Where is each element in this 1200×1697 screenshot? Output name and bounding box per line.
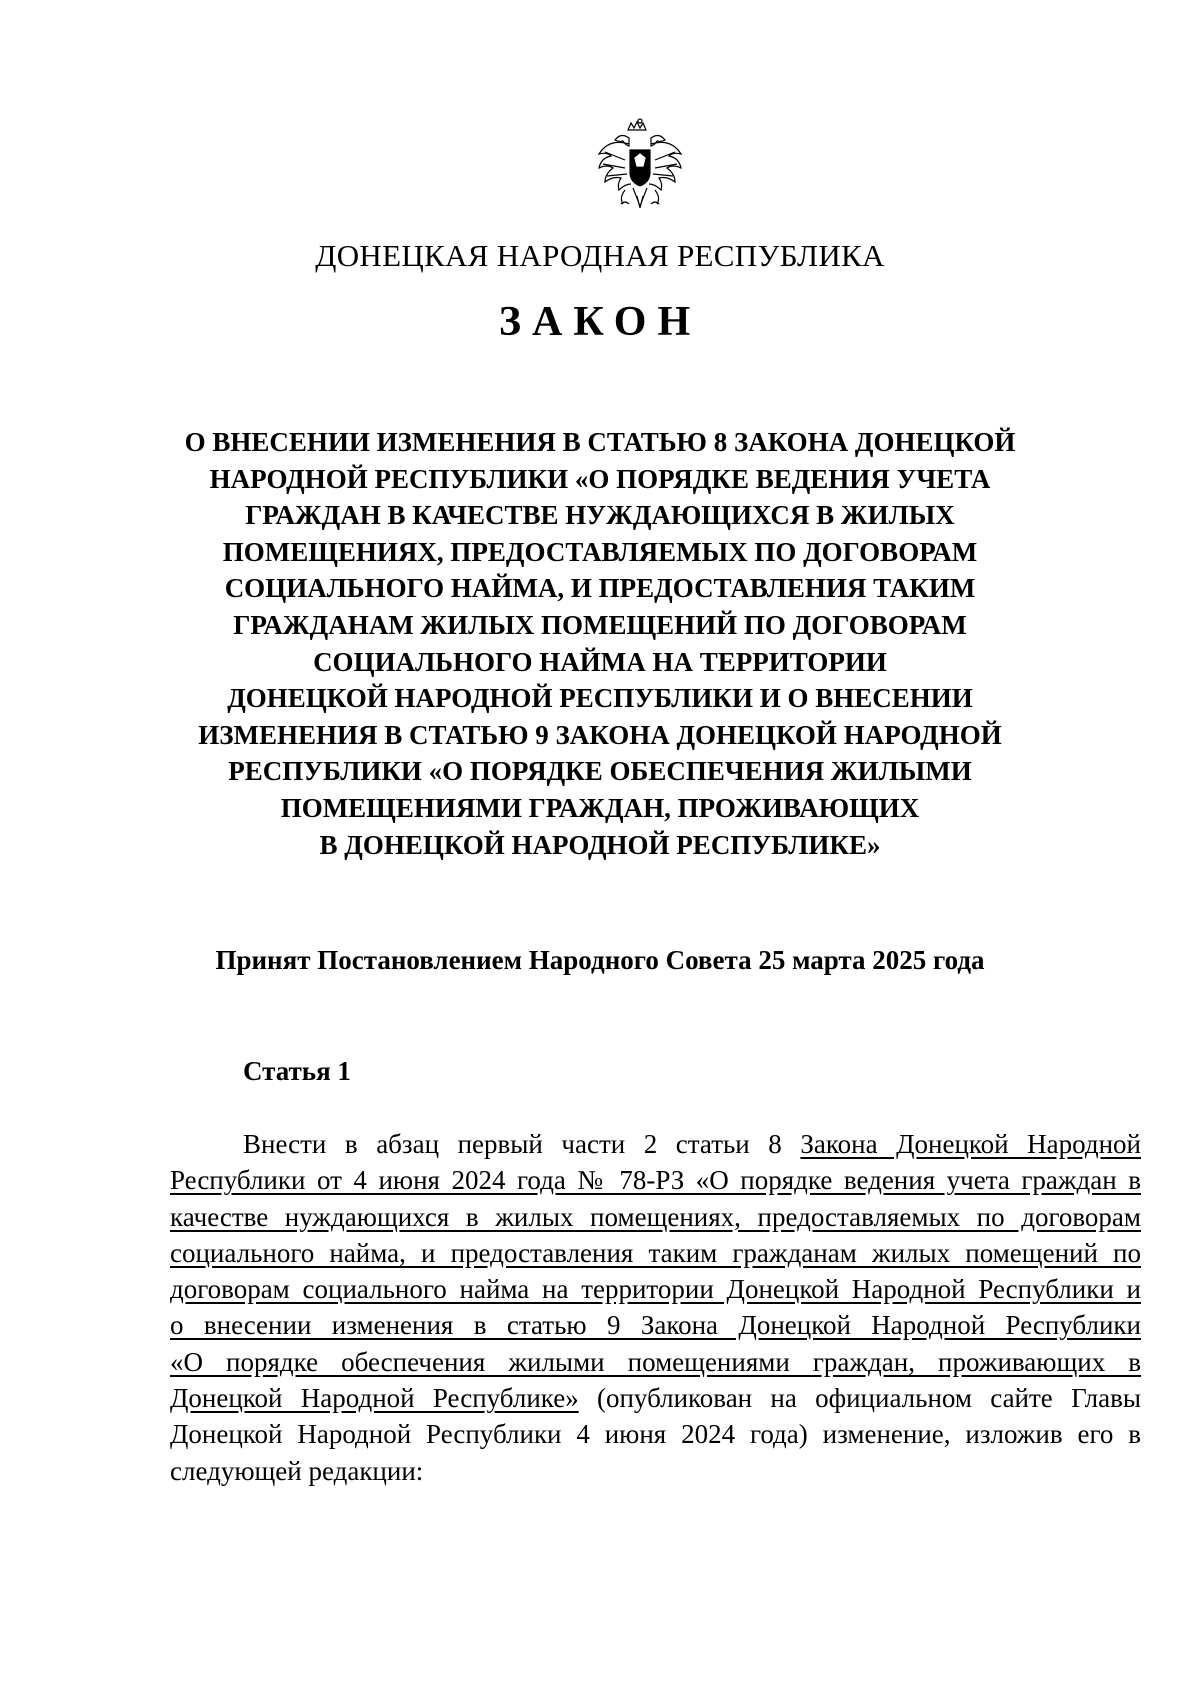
law-reference-link[interactable]: о внесении изменения в статью 9 Закона Донецкой Народной Республики (170, 1310, 1141, 1341)
law-title-line: СОЦИАЛЬНОГО НАЙМА НА ТЕРРИТОРИИ (313, 646, 887, 677)
law-title-line: В ДОНЕЦКОЙ НАРОДНОЙ РЕСПУБЛИКЕ» (319, 829, 881, 860)
document-type-heading: ЗАКОН (498, 299, 702, 345)
article-text: (опубликован на официальном сайте Главы (578, 1383, 1141, 1414)
article-text: следующей редакции: (170, 1455, 424, 1486)
article-text: Внести в абзац первый части 2 статьи 8 (243, 1129, 801, 1159)
article-line (170, 1199, 1141, 1235)
law-reference-link[interactable]: качестве нуждающихся в жилых помещениях, предоставляемых по договорам (170, 1201, 1141, 1232)
article-line (170, 1307, 1141, 1343)
law-title-line: ДОНЕЦКОЙ НАРОДНОЙ РЕСПУБЛИКИ И О ВНЕСЕНИИ (227, 683, 973, 714)
republic-name: ДОНЕЦКАЯ НАРОДНАЯ РЕСПУБЛИКА (315, 238, 885, 273)
law-title-line: ГРАЖДАНАМ ЖИЛЫХ ПОМЕЩЕНИЙ ПО ДОГОВОРАМ (233, 609, 967, 640)
law-title-line: ПОМЕЩЕНИЯМИ ГРАЖДАН, ПРОЖИВАЮЩИХ (280, 792, 920, 823)
adoption-statement: Принят Постановлением Народного Совета 25 марта 2025 года (215, 945, 985, 975)
article-line (170, 1126, 1141, 1162)
law-title-line: ИЗМЕНЕНИЯ В СТАТЬЮ 9 ЗАКОНА ДОНЕЦКОЙ НАРОДНОЙ (198, 719, 1002, 750)
article-line (170, 1380, 1141, 1416)
article-body (170, 1126, 1141, 1489)
coat-of-arms-emblem-icon (595, 118, 685, 218)
law-title-line: НАРОДНОЙ РЕСПУБЛИКИ «О ПОРЯДКЕ ВЕДЕНИЯ УЧЕТА (209, 463, 991, 494)
article-text: Донецкой Народной Республики 4 июня 2024 года) изменение, изложив его в (170, 1419, 1141, 1450)
law-reference-link[interactable]: Донецкой Народной Республике» (170, 1383, 579, 1414)
law-reference-link[interactable]: договорам социального найма на территории Донецкой Народной Республики и (170, 1274, 1141, 1305)
article-line (170, 1271, 1141, 1307)
law-reference-link[interactable]: «О порядке обеспечения жилыми помещениями граждан, проживающих в (170, 1346, 1141, 1377)
article-line (170, 1235, 1141, 1271)
law-title-line: ПОМЕЩЕНИЯХ, ПРЕДОСТАВЛЯЕМЫХ ПО ДОГОВОРАМ (222, 536, 978, 567)
law-title-line: РЕСПУБЛИКИ «О ПОРЯДКЕ ОБЕСПЕЧЕНИЯ ЖИЛЫМИ (228, 756, 972, 787)
article-heading: Статья 1 (243, 1056, 351, 1086)
article-line (170, 1344, 1141, 1380)
article-line (170, 1162, 1141, 1198)
law-title-line: ГРАЖДАН В КАЧЕСТВЕ НУЖДАЮЩИХСЯ В ЖИЛЫХ (245, 500, 955, 531)
law-title-line: О ВНЕСЕНИИ ИЗМЕНЕНИЯ В СТАТЬЮ 8 ЗАКОНА ДОНЕЦКОЙ (184, 427, 1016, 457)
law-reference-link[interactable]: Республики от 4 июня 2024 года № 78-РЗ «О порядке ведения учета граждан в (170, 1165, 1141, 1196)
law-title-line: СОЦИАЛЬНОГО НАЙМА, И ПРЕДОСТАВЛЕНИЯ ТАКИМ (224, 573, 976, 604)
article-line (170, 1416, 1141, 1452)
law-title (170, 424, 1030, 863)
law-reference-link[interactable]: социального найма, и предоставления таким гражданам жилых помещений по (170, 1237, 1141, 1268)
article-line (170, 1453, 1141, 1489)
law-reference-link[interactable]: Закона Донецкой Народной (800, 1129, 1141, 1159)
